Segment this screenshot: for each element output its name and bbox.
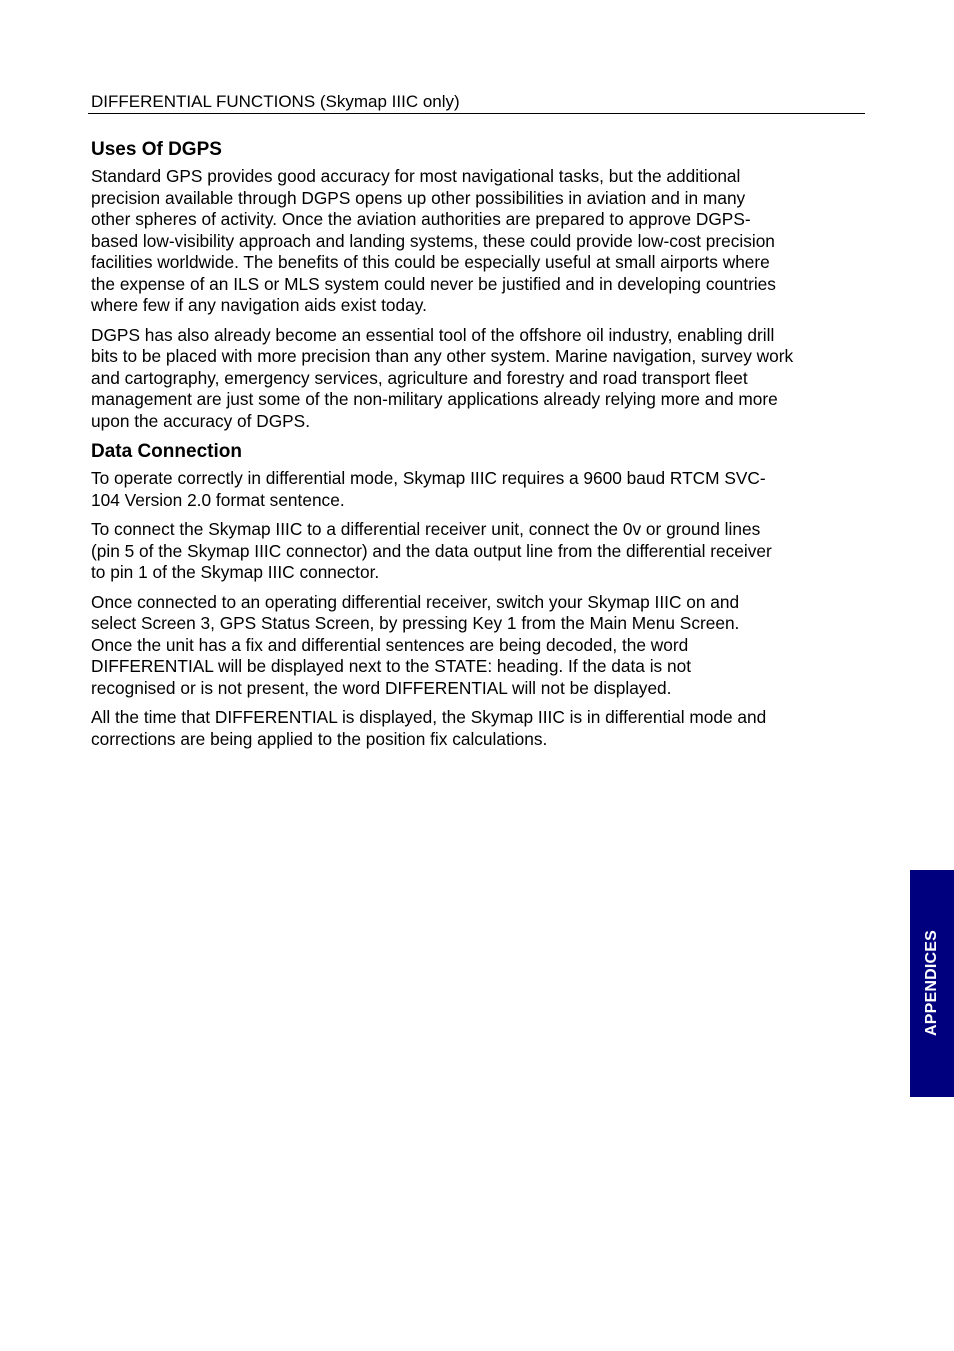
text-line: the expense of an ILS or MLS system could never be justified and in developing countries <box>91 273 776 294</box>
text-line: bits to be placed with more precision than any other system. Marine navigation, survey work <box>91 346 794 366</box>
text-line: 104 Version 2.0 format sentence. <box>91 489 345 510</box>
appendices-tab <box>910 870 954 1097</box>
header-title: DIFFERENTIAL FUNCTIONS (Skymap IIIC only) <box>91 92 460 111</box>
text-line: To connect the Skymap IIIC to a differential receiver unit, connect the 0v or ground lines <box>91 519 761 539</box>
paragraph-wiring <box>91 519 861 584</box>
text-line: and cartography, emergency services, agriculture and forestry and road transport fleet <box>91 367 748 388</box>
paragraph-status-screen <box>91 592 861 700</box>
paragraph-dgps-applications <box>91 325 861 433</box>
document-body <box>91 138 861 758</box>
text-line: facilities worldwide. The benefits of this could be especially useful at small airports where <box>91 252 770 272</box>
text-line: DIFFERENTIAL will be displayed next to the STATE: heading. If the data is not <box>91 656 692 676</box>
text-line: Standard GPS provides good accuracy for most navigational tasks, but the additional <box>91 166 741 186</box>
text-line: recognised or is not present, the word DIFFERENTIAL will not be displayed. <box>91 677 672 698</box>
text-line: DGPS has also already become an essential tool of the offshore oil industry, enabling drill <box>91 324 775 345</box>
text-line: All the time that DIFFERENTIAL is displayed, the Skymap IIIC is in differential mode and <box>91 707 767 727</box>
text-line: where few if any navigation aids exist today. <box>91 295 427 315</box>
text-line: corrections are being applied to the position fix calculations. <box>91 728 548 749</box>
paragraph-dgps-accuracy <box>91 166 861 317</box>
text-line: other spheres of activity. Once the aviation authorities are prepared to approve DGPS- <box>91 209 751 229</box>
text-line: precision available through DGPS opens up other possibilities in aviation and in many <box>91 187 746 208</box>
section-heading-data-connection: Data Connection <box>91 441 242 462</box>
text-line: to pin 1 of the Skymap IIIC connector. <box>91 562 380 582</box>
paragraph-differential-mode <box>91 707 861 750</box>
text-line: To operate correctly in differential mode, Skymap IIIC requires a 9600 baud RTCM SVC- <box>91 468 766 488</box>
text-line: (pin 5 of the Skymap IIIC connector) and the data output line from the differential receiver <box>91 540 772 561</box>
text-line: Once the unit has a fix and differential sentences are being decoded, the word <box>91 634 689 655</box>
section-heading-uses-of-dgps: Uses Of DGPS <box>91 139 222 160</box>
text-line: select Screen 3, GPS Status Screen, by pressing Key 1 from the Main Menu Screen. <box>91 613 740 633</box>
text-line: Once connected to an operating differential receiver, switch your Skymap IIIC on and <box>91 591 740 612</box>
paragraph-rtcm-requirement <box>91 468 861 511</box>
text-line: upon the accuracy of DGPS. <box>91 410 311 431</box>
text-line: based low-visibility approach and landing systems, these could provide low-cost precision <box>91 230 775 251</box>
appendices-tab-label: APPENDICES <box>923 929 940 1037</box>
text-line: management are just some of the non-military applications already relying more and more <box>91 389 778 409</box>
page-header <box>88 91 865 114</box>
